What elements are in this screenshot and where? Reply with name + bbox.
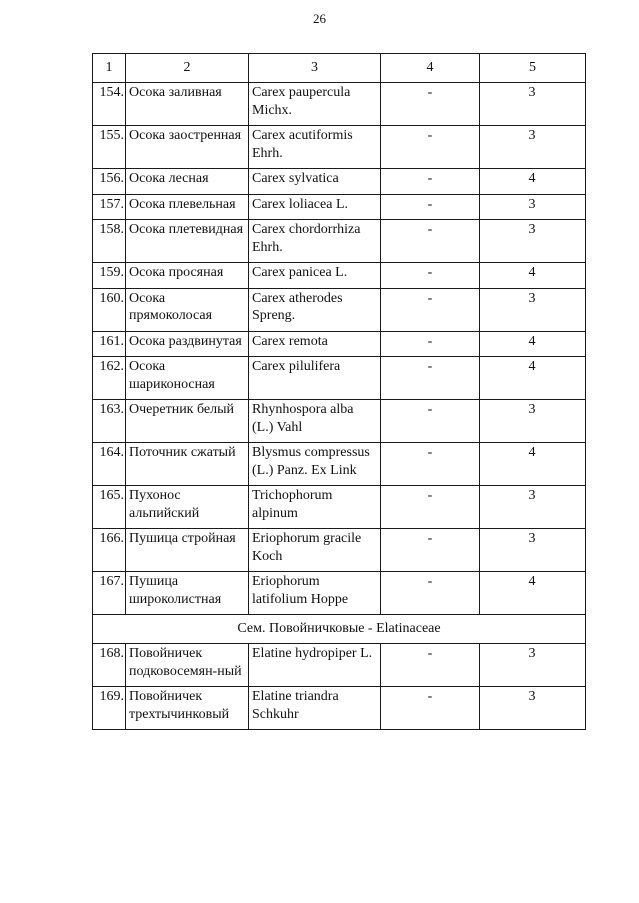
- species-name: Осока просяная: [126, 263, 249, 289]
- latin-name: Eriophorum latifolium Hoppe: [249, 572, 381, 615]
- col5-value: 4: [480, 572, 586, 615]
- species-name: Осока плевельная: [126, 194, 249, 220]
- col4-value: -: [381, 357, 480, 400]
- col5-value: 4: [480, 443, 586, 486]
- row-number: 165.: [93, 486, 126, 529]
- species-name: Осока заливная: [126, 83, 249, 126]
- species-name: Пушица стройная: [126, 529, 249, 572]
- col4-value: -: [381, 220, 480, 263]
- col4-value: -: [381, 126, 480, 169]
- species-name: Осока раздвинутая: [126, 331, 249, 357]
- row-number: 157.: [93, 194, 126, 220]
- col5-value: 3: [480, 126, 586, 169]
- table-row: [93, 357, 586, 400]
- row-number: 162.: [93, 357, 126, 400]
- latin-name: Rhynhospora alba (L.) Vahl: [249, 400, 381, 443]
- col5-value: 3: [480, 83, 586, 126]
- species-name: Осока прямоколосая: [126, 288, 249, 331]
- table-row: [93, 687, 586, 730]
- row-number: 158.: [93, 220, 126, 263]
- row-number: 155.: [93, 126, 126, 169]
- table-row: [93, 486, 586, 529]
- col5-value: 3: [480, 486, 586, 529]
- family-heading-row: [93, 615, 586, 644]
- table-row: [93, 331, 586, 357]
- header-col-5: 5: [480, 54, 586, 83]
- table-row: [93, 126, 586, 169]
- header-col-4: 4: [381, 54, 480, 83]
- table-header-row: [93, 54, 586, 83]
- col5-value: 4: [480, 169, 586, 195]
- species-name: Осока шариконосная: [126, 357, 249, 400]
- col5-value: 3: [480, 529, 586, 572]
- col5-value: 3: [480, 644, 586, 687]
- latin-name: Eriophorum gracile Koch: [249, 529, 381, 572]
- col4-value: -: [381, 644, 480, 687]
- col4-value: -: [381, 331, 480, 357]
- species-name: Осока плетевидная: [126, 220, 249, 263]
- col4-value: -: [381, 529, 480, 572]
- table-row: [93, 288, 586, 331]
- latin-name: Carex pilulifera: [249, 357, 381, 400]
- col4-value: -: [381, 288, 480, 331]
- row-number: 163.: [93, 400, 126, 443]
- latin-name: Carex remota: [249, 331, 381, 357]
- table-row: [93, 572, 586, 615]
- col4-value: -: [381, 486, 480, 529]
- col4-value: -: [381, 400, 480, 443]
- species-table: [92, 53, 586, 730]
- row-number: 167.: [93, 572, 126, 615]
- species-name: Поточник сжатый: [126, 443, 249, 486]
- header-col-3: 3: [249, 54, 381, 83]
- species-name: Осока лесная: [126, 169, 249, 195]
- species-name: Повойничек трехтычинковый: [126, 687, 249, 730]
- col4-value: -: [381, 687, 480, 730]
- table-row: [93, 220, 586, 263]
- latin-name: Trichophorum alpinum: [249, 486, 381, 529]
- table-row: [93, 83, 586, 126]
- table-row: [93, 644, 586, 687]
- col5-value: 3: [480, 220, 586, 263]
- header-col-2: 2: [126, 54, 249, 83]
- col4-value: -: [381, 572, 480, 615]
- row-number: 160.: [93, 288, 126, 331]
- table-row: [93, 194, 586, 220]
- latin-name: Elatine triandra Schkuhr: [249, 687, 381, 730]
- latin-name: Carex atherodes Spreng.: [249, 288, 381, 331]
- col5-value: 4: [480, 357, 586, 400]
- latin-name: Blysmus compressus (L.) Panz. Ex Link: [249, 443, 381, 486]
- col5-value: 3: [480, 400, 586, 443]
- family-heading: Сем. Повойничковые - Elatinaceae: [93, 615, 586, 644]
- header-col-1: 1: [93, 54, 126, 83]
- row-number: 169.: [93, 687, 126, 730]
- row-number: 159.: [93, 263, 126, 289]
- species-name: Осока заостренная: [126, 126, 249, 169]
- page-number: 26: [313, 11, 326, 26]
- row-number: 164.: [93, 443, 126, 486]
- latin-name: Carex paupercula Michx.: [249, 83, 381, 126]
- row-number: 166.: [93, 529, 126, 572]
- species-name: Пухонос альпийский: [126, 486, 249, 529]
- row-number: 168.: [93, 644, 126, 687]
- col5-value: 3: [480, 288, 586, 331]
- table-row: [93, 263, 586, 289]
- table-row: [93, 443, 586, 486]
- latin-name: Carex loliacea L.: [249, 194, 381, 220]
- col5-value: 4: [480, 331, 586, 357]
- row-number: 154.: [93, 83, 126, 126]
- latin-name: Carex sylvatica: [249, 169, 381, 195]
- col4-value: -: [381, 263, 480, 289]
- species-name: Очеретник белый: [126, 400, 249, 443]
- col4-value: -: [381, 443, 480, 486]
- row-number: 156.: [93, 169, 126, 195]
- col5-value: 3: [480, 194, 586, 220]
- species-name: Пушица широколистная: [126, 572, 249, 615]
- col5-value: 3: [480, 687, 586, 730]
- col5-value: 4: [480, 263, 586, 289]
- table-row: [93, 529, 586, 572]
- col4-value: -: [381, 194, 480, 220]
- latin-name: Carex panicea L.: [249, 263, 381, 289]
- species-name: Повойничек подковосемян-ный: [126, 644, 249, 687]
- latin-name: Carex acutiformis Ehrh.: [249, 126, 381, 169]
- table-row: [93, 169, 586, 195]
- row-number: 161.: [93, 331, 126, 357]
- latin-name: Elatine hydropiper L.: [249, 644, 381, 687]
- col4-value: -: [381, 169, 480, 195]
- latin-name: Carex chordorrhiza Ehrh.: [249, 220, 381, 263]
- col4-value: -: [381, 83, 480, 126]
- table-row: [93, 400, 586, 443]
